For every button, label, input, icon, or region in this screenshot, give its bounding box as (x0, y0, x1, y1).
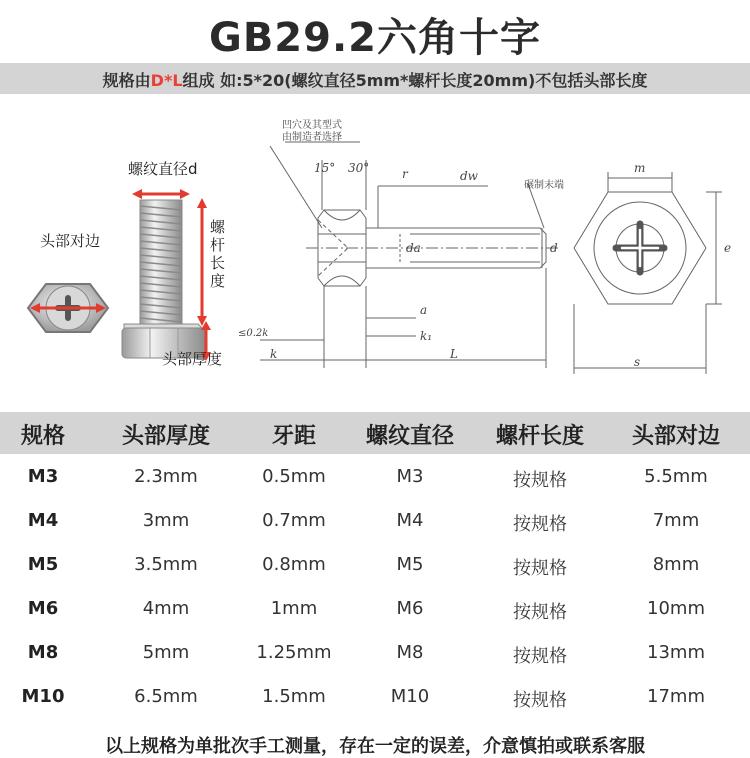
cell-across-flats: 13mm (647, 642, 705, 663)
col-header-pitch: 牙距 (271, 424, 316, 449)
cell-pitch: 1.25mm (256, 642, 332, 663)
technical-drawing (230, 100, 750, 400)
across-flats-label: 头部对边 (40, 232, 101, 250)
shank-length-char: 螺 (210, 218, 226, 236)
col-header-head-thickness: 头部厚度 (121, 424, 210, 449)
screw-photo (0, 94, 240, 414)
cell-head-thickness: 5mm (142, 642, 190, 663)
cell-shank-length: 按规格 (513, 690, 567, 711)
cell-thread-diameter: M8 (396, 642, 424, 663)
cell-spec: M5 (27, 554, 59, 575)
cell-pitch: 0.8mm (262, 554, 326, 575)
cell-spec: M10 (21, 686, 65, 707)
cell-shank-length: 按规格 (513, 470, 567, 491)
dw-label: dw (460, 169, 478, 183)
cell-head-thickness: 3mm (142, 510, 190, 531)
da-label: da (406, 241, 421, 255)
cell-shank-length: 按规格 (513, 602, 567, 623)
m-label: m (634, 161, 646, 175)
k1-label: k₁ (420, 329, 433, 343)
shank-length-char: 度 (210, 272, 226, 290)
col-header-across-flats: 头部对边 (631, 424, 720, 449)
cell-spec: M4 (27, 510, 59, 531)
col-header-shank-length: 螺杆长度 (495, 424, 584, 449)
cell-thread-diameter: M4 (396, 510, 424, 531)
cell-thread-diameter: M10 (390, 686, 430, 707)
cell-shank-length: 按规格 (513, 514, 567, 535)
shank-length-char: 杆 (210, 236, 226, 254)
shank-length-char: 长 (210, 254, 226, 272)
cell-pitch: 0.5mm (262, 466, 326, 487)
e-label: e (724, 241, 732, 255)
subtitle-prefix: 规格由 (102, 71, 151, 90)
thread-diameter-label: 螺纹直径d (128, 160, 198, 178)
table-row (0, 500, 750, 544)
col-header-spec: 规格 (20, 424, 65, 449)
k-label: k (270, 347, 278, 361)
tolerance-label: ≤0.2k (238, 328, 269, 339)
cell-shank-length: 按规格 (513, 558, 567, 579)
angle-15-label: 15° (314, 161, 336, 175)
title-bar (0, 0, 750, 63)
cell-pitch: 1mm (270, 598, 318, 619)
subtitle-highlight: D*L (150, 71, 183, 90)
a-label: a (420, 303, 428, 317)
recess-note-1: 凹穴及其型式 (282, 120, 342, 131)
cell-across-flats: 7mm (652, 510, 700, 531)
table-row (0, 588, 750, 632)
table-row (0, 632, 750, 676)
spec-table-header (0, 412, 750, 454)
cell-spec: M6 (27, 598, 59, 619)
subtitle-suffix: 组成 如:5*20(螺纹直径5mm*螺杆长度20mm)不包括头部长度 (182, 71, 648, 90)
cell-across-flats: 8mm (652, 554, 700, 575)
cell-pitch: 0.7mm (262, 510, 326, 531)
head-thickness-label: 头部厚度 (162, 350, 223, 368)
table-row (0, 456, 750, 500)
table-row (0, 544, 750, 588)
cell-across-flats: 5.5mm (644, 466, 708, 487)
subtitle-bar (0, 63, 750, 94)
s-label: s (634, 355, 641, 369)
shank-length-label (210, 218, 225, 290)
end-note-label: 碾制末端 (524, 180, 564, 191)
cell-thread-diameter: M5 (396, 554, 424, 575)
measurement-disclaimer: 以上规格为单批次手工测量，存在一定的误差，介意慎拍或联系客服 (105, 736, 645, 757)
cell-thread-diameter: M6 (396, 598, 424, 619)
col-header-thread-diameter: 螺纹直径 (365, 424, 454, 449)
cell-head-thickness: 2.3mm (134, 466, 198, 487)
page-title: GB29.2六角十字 (208, 15, 541, 61)
cell-thread-diameter: M3 (396, 466, 424, 487)
technical-drawing-graphic (230, 100, 750, 400)
cell-head-thickness: 6.5mm (134, 686, 198, 707)
L-label: L (450, 347, 458, 361)
table-row (0, 676, 750, 720)
angle-30-label: 30° (348, 161, 370, 175)
d-label: d (550, 241, 558, 255)
recess-note-2: 由制造者选择 (282, 132, 342, 143)
cell-spec: M3 (27, 466, 59, 487)
cell-head-thickness: 4mm (142, 598, 190, 619)
cell-spec: M8 (27, 642, 59, 663)
cell-pitch: 1.5mm (262, 686, 326, 707)
spec-format-note (0, 68, 750, 91)
r-label: r (402, 167, 408, 181)
cell-head-thickness: 3.5mm (134, 554, 198, 575)
cell-shank-length: 按规格 (513, 646, 567, 667)
cell-across-flats: 17mm (647, 686, 705, 707)
cell-across-flats: 10mm (647, 598, 705, 619)
